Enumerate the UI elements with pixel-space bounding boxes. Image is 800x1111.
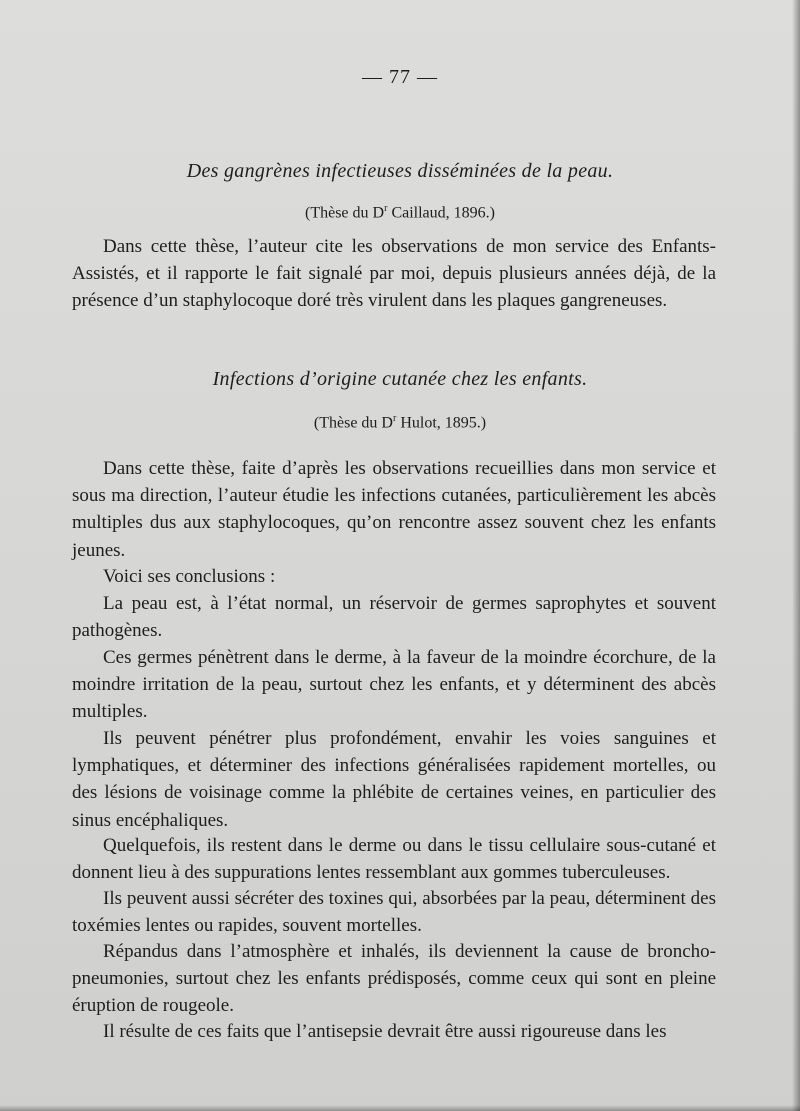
paragraph-caillaud: Dans cette thèse, l’auteur cite les observations de mon service des Enfants-Assistés, et il rapporte le fait signalé par moi, depuis plusieurs années déjà, de la présence d’un staphylocoque doré très virulent dans les plaques gangreneuses. [72,236,716,312]
paragraph-conclusions-heading: Voici ses conclusions : [103,566,276,587]
page-edge-shadow-bottom [0,1105,800,1111]
section-title-gangrenes: Des gangrènes infectieuses disséminées de la peau. [186,160,614,182]
paragraph-conclusion-5: Ils peuvent aussi sécréter des toxines qui, absorbées par la peau, déterminent des toxémies lentes ou rapides, souvent mortelles. [72,888,716,937]
citation-hulot [0,413,800,432]
paragraph-conclusion-7: Il résulte de ces faits que l’antisepsie devrait être aussi rigoureuse dans les [103,1021,667,1042]
citation-suffix: Hulot, 1895.) [396,414,487,432]
citation-superscript: r [384,203,388,214]
paragraph-conclusion-6: Répandus dans l’atmosphère et inhalés, ils deviennent la cause de broncho-pneumonies, surtout chez les enfants prédisposés, comme ceux qui sont en pleine éruption de rougeole. [72,941,716,1017]
citation-suffix: Caillaud, 1896.) [387,204,495,222]
paragraph-conclusion-2: Ces germes pénètrent dans le derme, à la faveur de la moindre écorchure, de la moindre irritation de la peau, surtout chez les enfants, et y déterminent des abcès multiples. [72,647,716,723]
citation-superscript: r [392,413,397,424]
paragraph-conclusion-3: Ils peuvent pénétrer plus profondément, envahir les voies sanguines et lymphatiques, et déterminer des infections généralisées rapidement mortelles, ou des lésions de voisinage comme la phlébite de certaines veines, en particulier des sinus encéphaliques. [72,728,716,831]
citation-caillaud [0,203,800,222]
section-title-infections: Infections d’origine cutanée chez les enfants. [212,368,588,390]
citation-prefix: (Thèse du D [305,204,385,222]
paragraph-conclusion-4: Quelquefois, ils restent dans le derme ou dans le tissu cellulaire sous-cutané et donnent lieu à des suppurations lentes ressemblant aux gommes tuberculeuses. [72,835,716,884]
paragraph-conclusion-1: La peau est, à l’état normal, un réservoir de germes saprophytes et souvent pathogènes. [72,593,716,642]
citation-prefix: (Thèse du D [313,414,393,432]
page-edge-shadow-right [792,0,800,1111]
page-number: — 77 — [362,66,438,88]
paragraph-hulot-intro: Dans cette thèse, faite d’après les observations recueillies dans mon service et sous ma direction, l’auteur étudie les infections cutanées, particulièrement les abcès multiples dus aux staphylocoques, qu’on rencontre assez souvent chez les enfants jeunes. [72,458,716,561]
